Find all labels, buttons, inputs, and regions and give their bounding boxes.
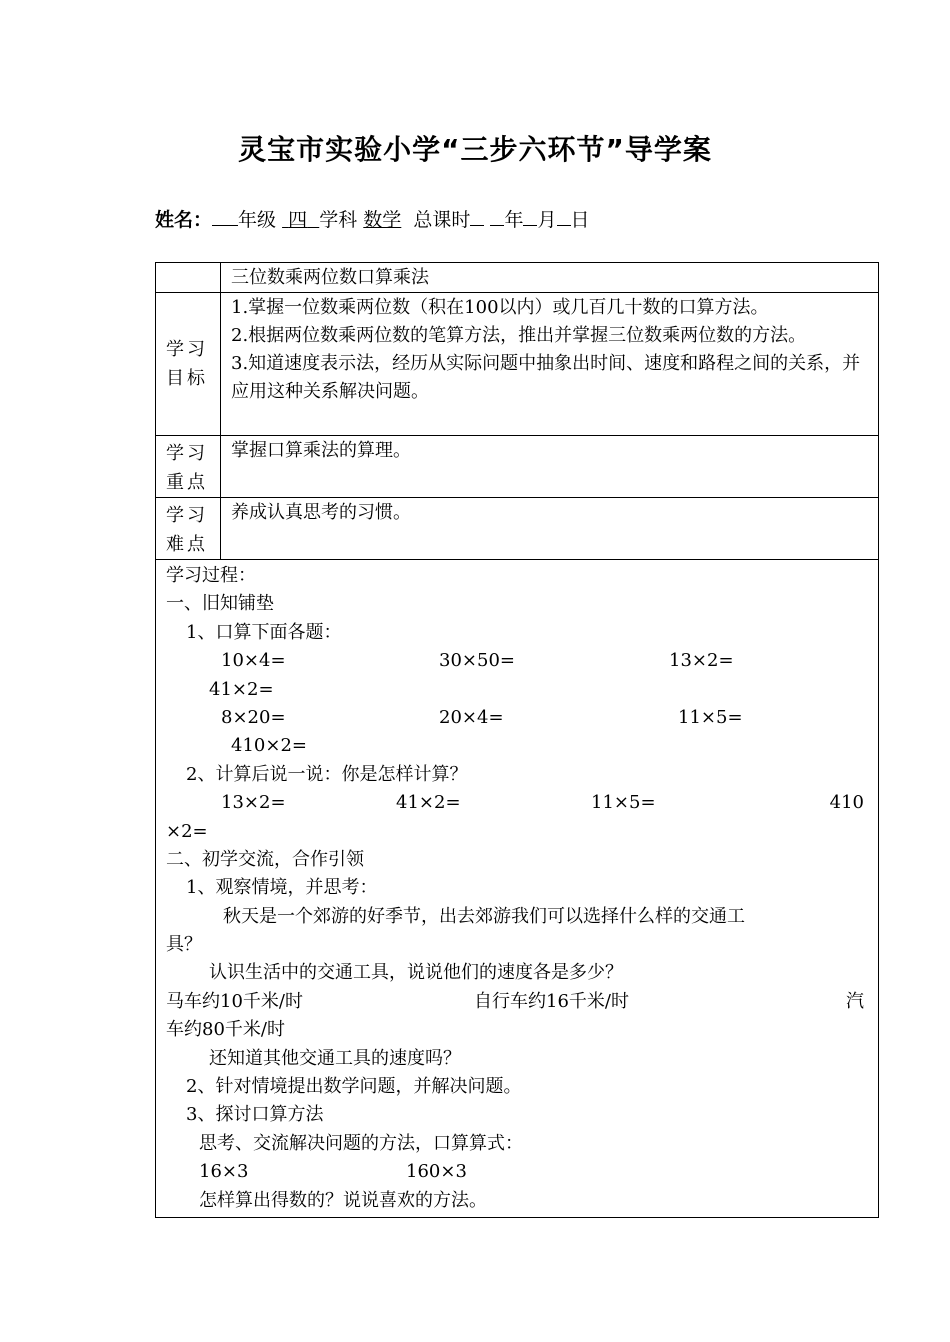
objective-3: 3.知道速度表示法，经历从实际问题中抽象出时间、速度和路程之间的关系，并应用这种关系解决问题。 — [231, 353, 861, 402]
objective-2: 2.根据两位数乘两位数的笔算方法，推出并掌握三位数乘两位数的方法。 — [231, 325, 807, 346]
process-row — [156, 560, 879, 1218]
key-points-text: 掌握口算乘法的算理。 — [221, 436, 879, 498]
calc-item: ×2= — [166, 820, 208, 842]
subject-label: 学科 — [319, 209, 358, 231]
task1: 1、口算下面各题： — [186, 621, 342, 643]
page-title: 灵宝市实验小学“三步六环节”导学案 — [238, 133, 712, 166]
day-label: 日 — [570, 209, 590, 231]
total-hours-label: 总课时 — [413, 209, 471, 231]
part2-heading: 二、初学交流，合作引领 — [166, 848, 364, 870]
formulas-row — [166, 1158, 868, 1186]
difficulties-row — [156, 498, 879, 560]
formula-item: 16×3 — [199, 1161, 249, 1183]
scene-line-1: 秋天是一个郊游的好季节，出去郊游我们可以选择什么样的交通工 — [223, 905, 745, 927]
calc-item: 13×2= — [221, 792, 286, 814]
lesson-title-label-cell — [156, 263, 221, 293]
calc-item: 20×4= — [439, 706, 504, 728]
lesson-plan-table — [155, 262, 879, 1218]
calc-item: 410 — [829, 792, 864, 814]
key-points-label: 学习重点 — [156, 436, 221, 498]
calc-row-1 — [166, 647, 868, 675]
calc-row-3 — [166, 789, 868, 817]
grade-value: 四 — [288, 209, 308, 231]
lesson-title-row — [156, 263, 879, 293]
calc-item: 41×2= — [209, 678, 274, 700]
objectives-label: 学习目标 — [156, 293, 221, 436]
speed-item: 马车约10千米/时 — [166, 990, 303, 1012]
difficulties-label: 学习难点 — [156, 498, 221, 560]
speeds-row — [166, 988, 868, 1016]
task4: 2、针对情境提出数学问题，并解决问题。 — [186, 1076, 522, 1098]
year-label: 年 — [504, 209, 524, 231]
grade-label: 年级 — [238, 209, 277, 231]
objective-1: 1.掌握一位数乘两位数（积在100以内）或几百几十数的口算方法。 — [231, 297, 769, 318]
calc-item: 11×5= — [591, 792, 656, 814]
objectives-row — [156, 293, 879, 436]
speed-item: 车约80千米/时 — [166, 1019, 285, 1041]
name-label: 姓名： — [155, 209, 213, 231]
process-heading: 学习过程： — [166, 565, 256, 586]
formula-item: 160×3 — [406, 1161, 467, 1183]
speed-item: 汽 — [846, 990, 864, 1012]
calc-item: 30×50= — [439, 650, 515, 672]
task3: 1、观察情境，并思考： — [186, 877, 378, 899]
name-blank[interactable] — [212, 205, 238, 226]
total-hours-blank[interactable] — [470, 205, 484, 226]
calc-item: 41×2= — [396, 792, 461, 814]
key-points-row — [156, 436, 879, 498]
part1-heading: 一、旧知铺垫 — [166, 593, 274, 615]
objectives-cell — [221, 293, 879, 436]
scene-line-2: 具？ — [166, 934, 202, 956]
month-blank[interactable] — [523, 205, 537, 226]
student-info-line — [155, 205, 590, 232]
process-cell — [156, 560, 879, 1218]
day-blank[interactable] — [557, 205, 571, 226]
calc-row-2 — [166, 704, 868, 732]
speed-item: 自行车约16千米/时 — [474, 990, 629, 1012]
how-text: 怎样算出得数的？说说喜欢的方法。 — [199, 1189, 487, 1211]
calc-item: 11×5= — [678, 706, 743, 728]
task5: 3、探讨口算方法 — [186, 1104, 324, 1126]
calc-item: 410×2= — [231, 735, 307, 757]
difficulties-text: 养成认真思考的习惯。 — [221, 498, 879, 560]
task2: 2、计算后说一说：你是怎样计算？ — [186, 763, 468, 785]
calc-item: 8×20= — [221, 706, 286, 728]
think-text: 思考、交流解决问题的方法，口算算式： — [199, 1132, 523, 1154]
year-blank[interactable] — [490, 205, 504, 226]
month-label: 月 — [537, 209, 557, 231]
calc-item: 13×2= — [669, 650, 734, 672]
subject-value: 数学 — [363, 209, 402, 231]
calc-item: 10×4= — [221, 650, 286, 672]
other-speeds-text: 还知道其他交通工具的速度吗？ — [209, 1047, 461, 1069]
recognize-text: 认识生活中的交通工具，说说他们的速度各是多少？ — [209, 962, 623, 984]
lesson-title: 三位数乘两位数口算乘法 — [221, 263, 879, 293]
